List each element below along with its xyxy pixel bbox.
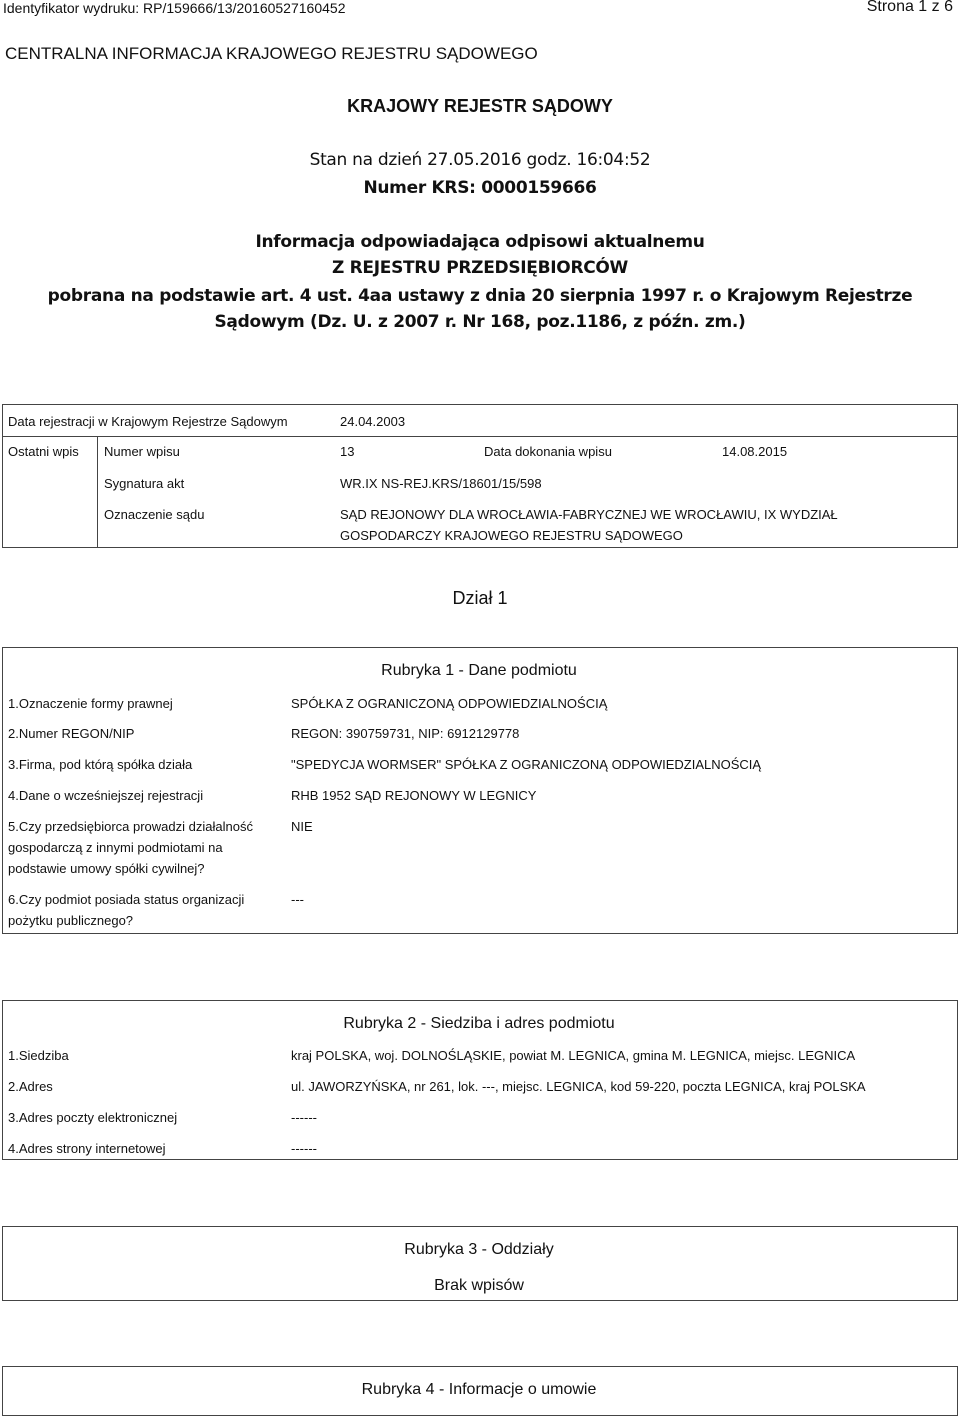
r2-value-4: ------ bbox=[291, 1141, 317, 1156]
court-value-line-2: GOSPODARCZY KRAJOWEGO REJESTRU SĄDOWEGO bbox=[340, 528, 683, 543]
rubryka-3-title: Rubryka 3 - Oddziały bbox=[404, 1241, 554, 1258]
rubryka-4-title: Rubryka 4 - Informacje o umowie bbox=[361, 1381, 597, 1398]
registration-date-label: Data rejestracji w Krajowym Rejestrze Sądowym bbox=[8, 414, 288, 429]
rubryka-3-empty: Brak wpisów bbox=[434, 1277, 524, 1294]
signature-label: Sygnatura akt bbox=[104, 476, 185, 491]
r2-label-2: 2.Adres bbox=[8, 1079, 53, 1094]
entry-date-label: Data dokonania wpisu bbox=[484, 444, 612, 459]
legal-basis-line-1: pobrana na podstawie art. 4 ust. 4aa ustawy z dnia 20 sierpnia 1997 r. o Krajowym Rejestrze bbox=[47, 286, 913, 306]
entry-number-value: 13 bbox=[340, 444, 355, 459]
r2-label-4: 4.Adres strony internetowej bbox=[8, 1141, 166, 1156]
krs-number: Numer KRS: 0000159666 bbox=[363, 178, 597, 198]
info-line-1: Informacja odpowiadająca odpisowi aktualnemu bbox=[255, 232, 705, 252]
entry-number-label: Numer wpisu bbox=[104, 444, 180, 459]
r2-value-2: ul. JAWORZYŃSKA, nr 261, lok. ---, miejsc. LEGNICA, kod 59-220, poczta LEGNICA, kraj POLSKA bbox=[291, 1079, 866, 1094]
rubryka-1-title: Rubryka 1 - Dane podmiotu bbox=[381, 662, 577, 679]
r1-value-2: REGON: 390759731, NIP: 6912129778 bbox=[291, 726, 520, 741]
r1-value-5: NIE bbox=[291, 819, 313, 834]
r1-value-6: --- bbox=[291, 892, 304, 907]
print-identifier: Identyfikator wydruku: RP/159666/13/20160527160452 bbox=[3, 0, 346, 16]
registration-date-value: 24.04.2003 bbox=[340, 414, 406, 429]
page-number: Strona 1 z 6 bbox=[866, 0, 953, 15]
section-title: Dział 1 bbox=[452, 588, 508, 608]
info-line-2: Z REJESTRU PRZEDSIĘBIORCÓW bbox=[331, 258, 629, 278]
last-entry-label: Ostatni wpis bbox=[8, 444, 79, 459]
legal-basis-line-2: Sądowym (Dz. U. z 2007 r. Nr 168, poz.1186, z późn. zm.) bbox=[214, 312, 746, 332]
r1-label-6-line-1: 6.Czy podmiot posiada status organizacji bbox=[8, 892, 245, 907]
r1-label-1: 1.Oznaczenie formy prawnej bbox=[8, 696, 173, 711]
state-date: Stan na dzień 27.05.2016 godz. 16:04:52 bbox=[309, 150, 651, 170]
court-label: Oznaczenie sądu bbox=[104, 507, 205, 522]
signature-value: WR.IX NS-REJ.KRS/18601/15/598 bbox=[340, 476, 542, 491]
r1-label-5-line-1: 5.Czy przedsiębiorca prowadzi działalność bbox=[8, 819, 253, 834]
r1-label-3: 3.Firma, pod którą spółka działa bbox=[8, 757, 193, 772]
entry-date-value: 14.08.2015 bbox=[722, 444, 788, 459]
court-value-line-1: SĄD REJONOWY DLA WROCŁAWIA-FABRYCZNEJ WE WROCŁAWIU, IX WYDZIAŁ bbox=[340, 507, 838, 522]
r2-label-1: 1.Siedziba bbox=[8, 1048, 69, 1063]
r2-value-1: kraj POLSKA, woj. DOLNOŚLĄSKIE, powiat M. LEGNICA, gmina M. LEGNICA, miejsc. LEGNICA bbox=[291, 1048, 856, 1063]
r1-label-5-line-3: podstawie umowy spółki cywilnej? bbox=[8, 861, 205, 876]
r2-label-3: 3.Adres poczty elektronicznej bbox=[8, 1110, 178, 1125]
rubryka-2-title: Rubryka 2 - Siedziba i adres podmiotu bbox=[343, 1015, 615, 1032]
r1-value-3: "SPEDYCJA WORMSER" SPÓŁKA Z OGRANICZONĄ ODPOWIEDZIALNOŚCIĄ bbox=[291, 757, 762, 772]
organization-name: CENTRALNA INFORMACJA KRAJOWEGO REJESTRU SĄDOWEGO bbox=[5, 44, 538, 63]
r1-label-5-line-2: gospodarczą z innymi podmiotami na bbox=[8, 840, 223, 855]
r1-label-2: 2.Numer REGON/NIP bbox=[8, 726, 135, 741]
r1-value-1: SPÓŁKA Z OGRANICZONĄ ODPOWIEDZIALNOŚCIĄ bbox=[291, 696, 608, 711]
register-title: KRAJOWY REJESTR SĄDOWY bbox=[347, 96, 613, 116]
r2-value-3: ------ bbox=[291, 1110, 317, 1125]
r1-label-6-line-2: pożytku publicznego? bbox=[8, 913, 134, 928]
r1-value-4: RHB 1952 SĄD REJONOWY W LEGNICY bbox=[291, 788, 537, 803]
r1-label-4: 4.Dane o wcześniejszej rejestracji bbox=[8, 788, 204, 803]
